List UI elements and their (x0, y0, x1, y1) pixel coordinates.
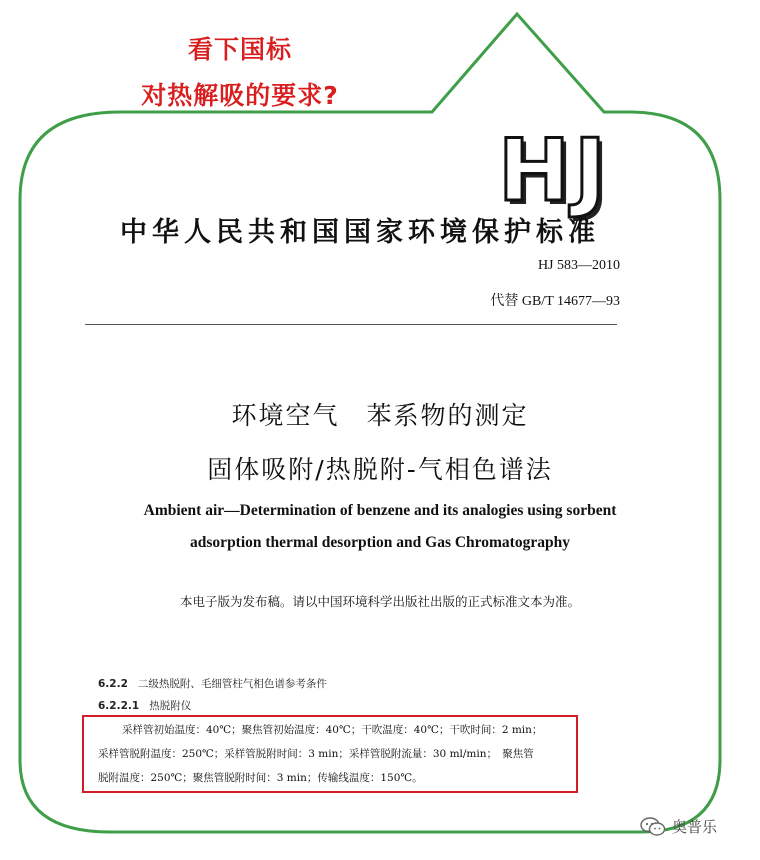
hj-logo: HJ (498, 121, 610, 221)
watermark (640, 816, 717, 837)
condition-line: 采样管脱附温度：250℃；采样管脱附时间：3 min；采样管脱附流量：30 ml/min； 聚焦管 (98, 748, 534, 760)
standard-replaces: 代替 GB/T 14677—93 (490, 294, 620, 309)
clause-text: 热脱附仪 (149, 700, 192, 712)
publication-notice: 本电子版为发布稿。请以中国环境科学出版社出版的正式标准文本为准。 (179, 594, 580, 609)
condition-line: 采样管初始温度：40℃；聚焦管初始温度：40℃；干吹温度：40℃；干吹时间：2 min； (122, 724, 543, 736)
title-en-line1: Ambient air—Determination of benzene and its analogies using sorbent (143, 502, 617, 519)
title-cn-line2: 固体吸附/热脱附-气相色谱法 (207, 455, 553, 484)
standard-organization: 中华人民共和国国家环境保护标准 (120, 217, 600, 248)
clause-heading (98, 676, 327, 691)
clause-number: 6.2.2.1 (98, 700, 140, 712)
wechat-icon (640, 817, 666, 837)
callout-question-line1: 看下国标 (187, 35, 292, 64)
header-divider (85, 324, 617, 325)
clause-number: 6.2.2 (98, 678, 128, 690)
condition-line: 脱附温度：250℃；聚焦管脱附时间：3 min；传输线温度：150℃。 (98, 772, 423, 784)
title-en-line2: adsorption thermal desorption and Gas Chromatography (190, 534, 570, 551)
clause-text: 二级热脱附、毛细管柱气相色谱参考条件 (137, 678, 327, 690)
clause-heading (98, 698, 191, 713)
callout-question-line2: 对热解吸的要求? (141, 81, 339, 110)
standard-number: HJ 583—2010 (537, 258, 620, 273)
title-cn-line1: 环境空气 苯系物的测定 (231, 401, 529, 430)
watermark-text: 奥普乐 (672, 818, 718, 836)
